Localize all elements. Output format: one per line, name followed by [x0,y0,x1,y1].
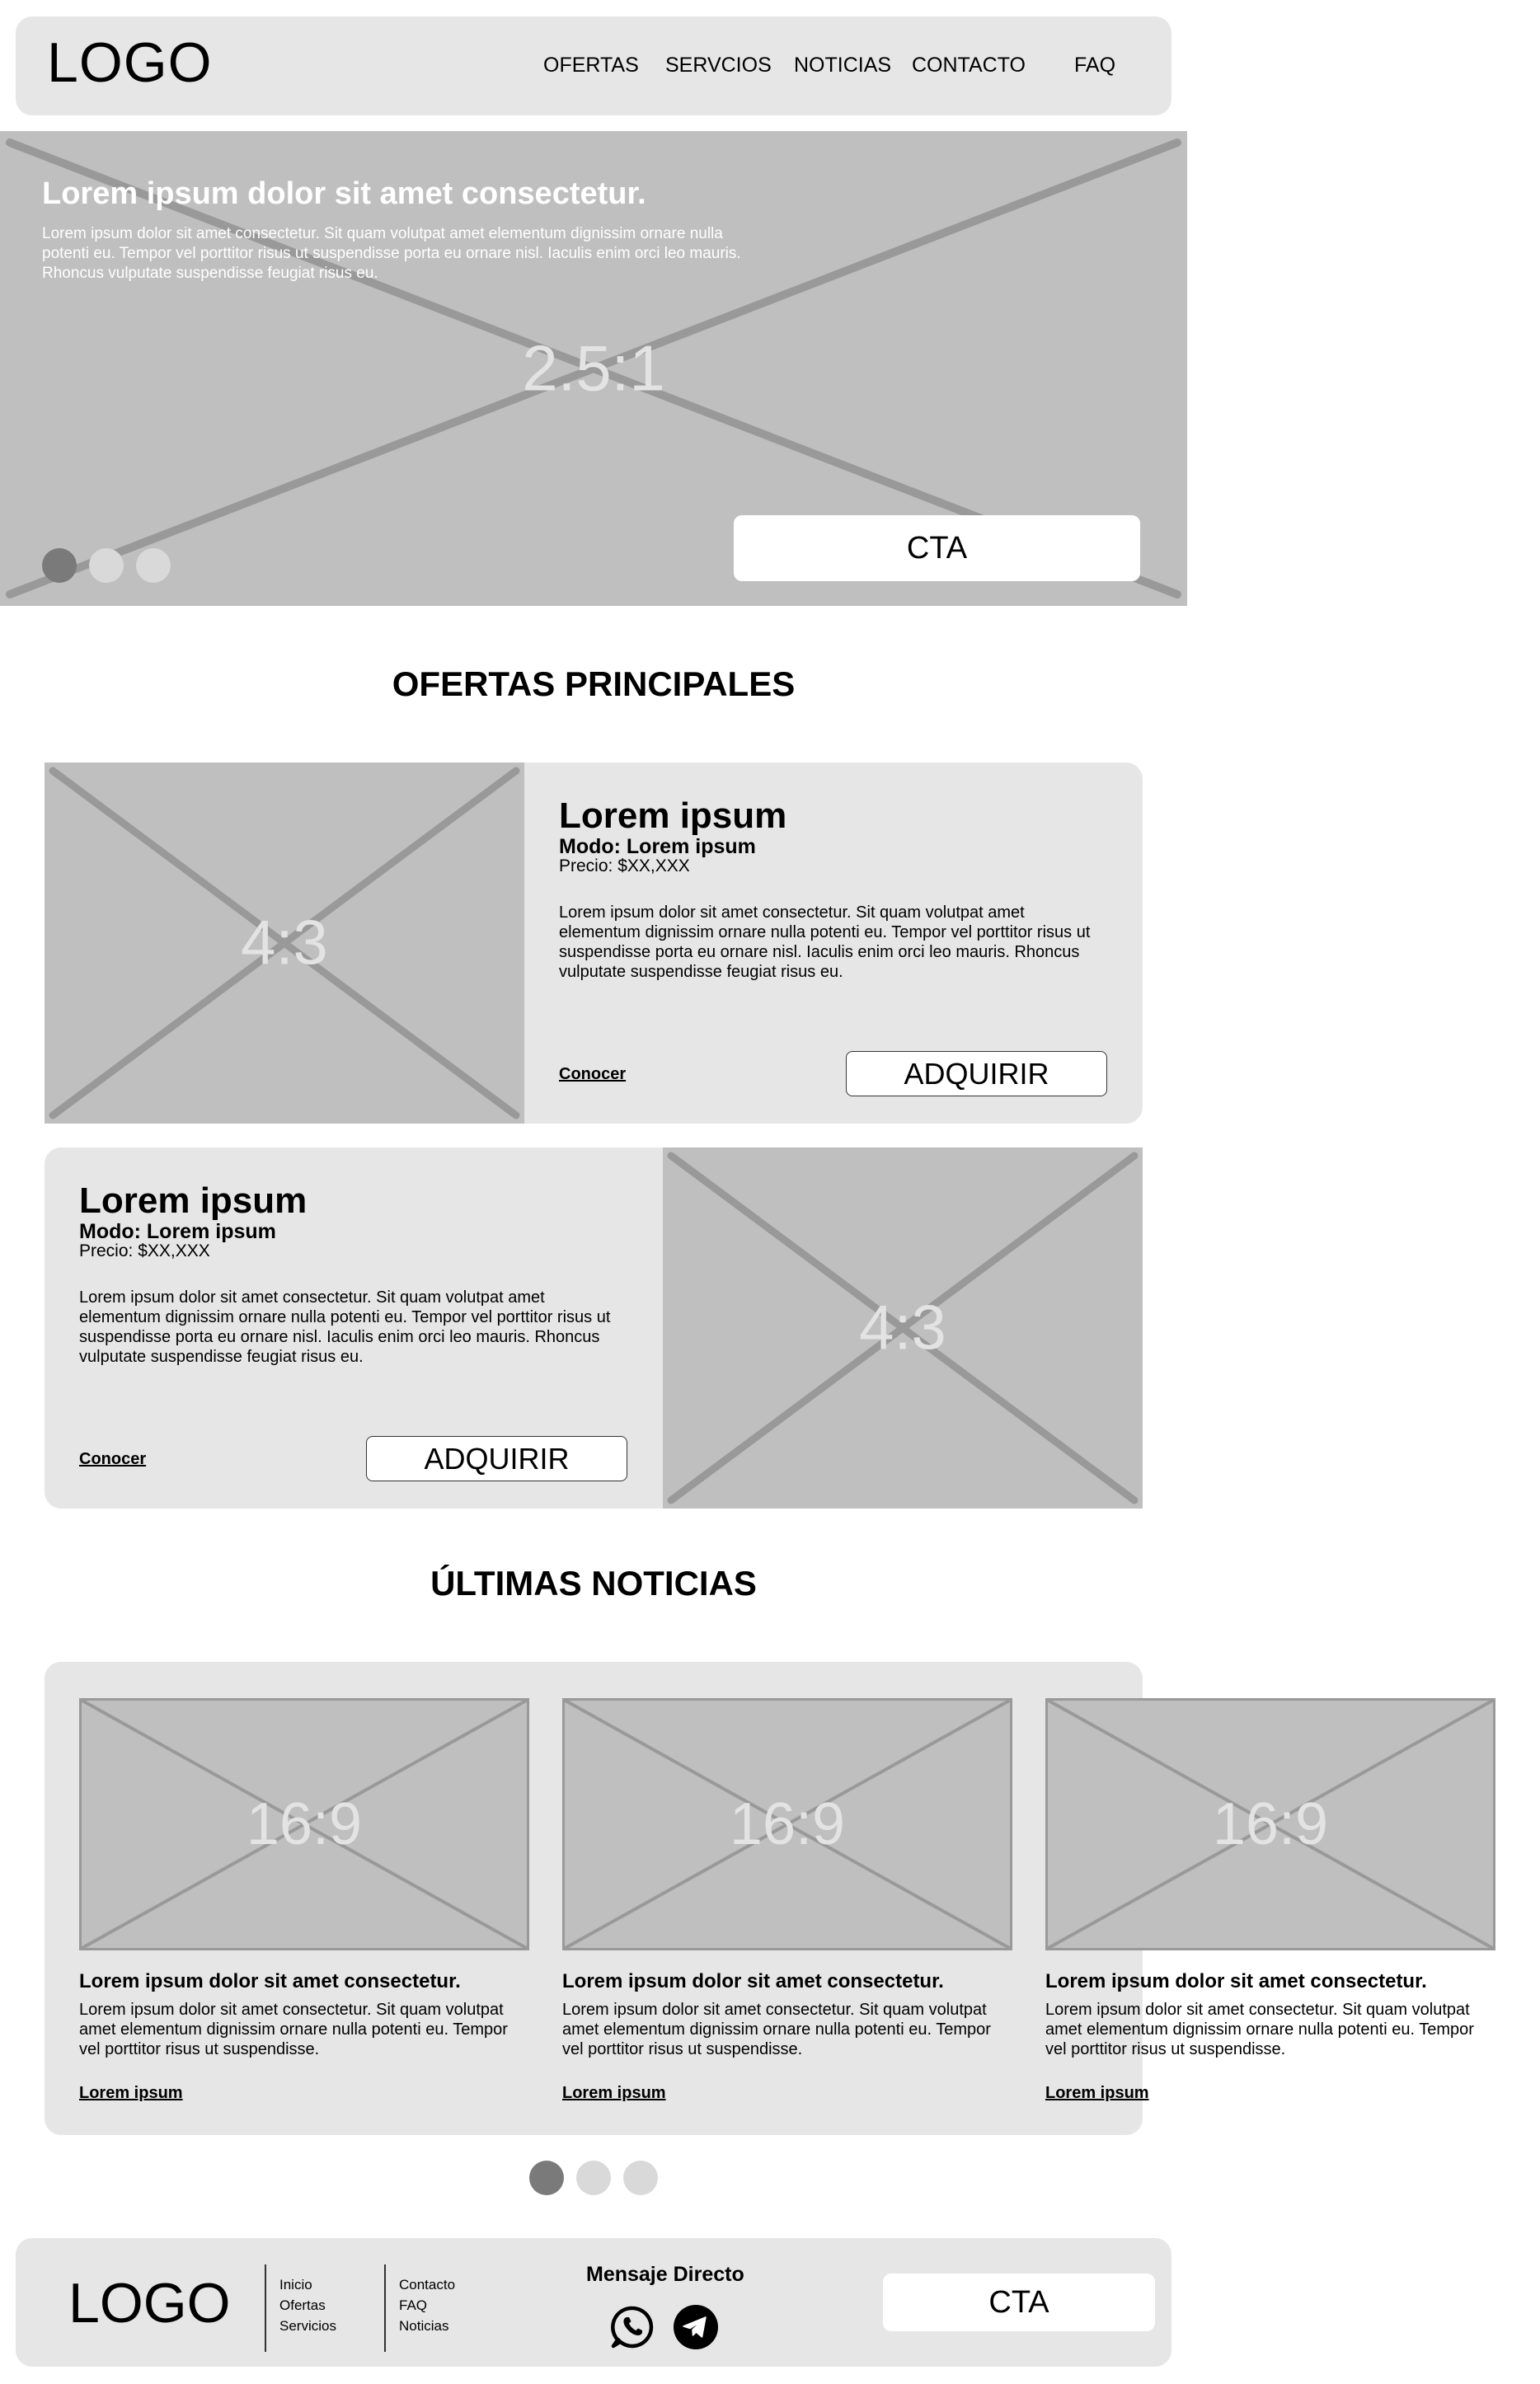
nav-item-servicios[interactable]: SERVCIOS [665,54,772,77]
offer-adquirir-button[interactable]: ADQUIRIR [366,1436,627,1481]
offer-conocer-link[interactable]: Conocer [559,1065,627,1083]
offer-mode: Modo: Lorem ipsum [79,1220,276,1243]
hero-text: Lorem ipsum dolor sit amet consectetur. Sit quam volutpat amet elementum dignissim ornare nulla potenti eu. Tempor vel porttitor risus ut suspendisse porta eu ornare nisl. Iaculis enim orci leo mauris. Rhoncus vulputate suspendisse feugiat risus eu. [42,225,741,282]
offer-image-2 [663,1147,1143,1509]
news-title: Lorem ipsum dolor sit amet consectetur. [1045,1970,1427,1992]
header-logo[interactable]: LOGO [47,31,213,94]
offer-conocer-link[interactable]: Conocer [79,1450,147,1468]
offer-image-ratio: 4:3 [241,908,328,978]
offers-section-title: OFERTAS PRINCIPALES [392,664,796,703]
telegram-icon[interactable] [673,2304,719,2350]
offer-description: Lorem ipsum dolor sit amet consectetur. Sit quam volutpat amet elementum dignissim ornare nulla potenti eu. Tempor vel porttitor risus ut suspendisse porta eu ornare nisl. Iaculis enim orci leo mauris. Rhoncus vulputate suspendisse feugiat risus eu. [559,903,1091,981]
footer-divider [384,2264,386,2352]
offer-title: Lorem ipsum [79,1180,308,1221]
footer-logo[interactable]: LOGO [68,2272,231,2335]
offer-card-2 [45,1147,1143,1509]
news-card-3 [1045,1698,1495,2110]
offer-price: Precio: $XX,XXX [79,1241,210,1260]
news-section-title: ÚLTIMAS NOTICIAS [430,1564,757,1603]
offer-details [45,1147,663,1509]
news-card-1 [79,1698,529,2110]
nav-item-contacto[interactable]: CONTACTO [912,54,1026,77]
hero-carousel-dot-1[interactable] [42,548,77,583]
news-carousel-dot-2[interactable] [576,2161,611,2195]
news-image-ratio: 16:9 [246,1791,363,1857]
news-read-more-link[interactable]: Lorem ipsum [79,2084,183,2102]
nav-item-ofertas[interactable]: OFERTAS [543,54,639,77]
hero-image-ratio: 2.5:1 [522,331,665,405]
news-title: Lorem ipsum dolor sit amet consectetur. [562,1970,944,1992]
footer-link-inicio[interactable]: Inicio [279,2277,312,2292]
news-carousel-dot-1[interactable] [529,2161,564,2195]
site-footer [16,2238,1171,2367]
offer-details [524,763,1143,1124]
offer-title: Lorem ipsum [559,795,787,836]
footer-links-col2 [399,2274,455,2336]
news-read-more-link[interactable]: Lorem ipsum [562,2084,666,2102]
hero-title: Lorem ipsum dolor sit amet consectetur. [42,176,646,211]
offer-card-1 [45,763,1143,1124]
news-carousel-dot-3[interactable] [623,2161,658,2195]
footer-link-servicios[interactable]: Servicios [279,2318,336,2334]
footer-link-faq[interactable]: FAQ [399,2297,428,2313]
news-title: Lorem ipsum dolor sit amet consectetur. [79,1970,461,1992]
direct-message-label: Mensaje Directo [586,2263,744,2286]
news-image-ratio: 16:9 [1212,1791,1329,1857]
news-card-2 [562,1698,1012,2110]
news-image-ratio: 16:9 [729,1791,846,1857]
news-description: Lorem ipsum dolor sit amet consectetur. Sit quam volutpat amet elementum dignissim ornare nulla potenti eu. Tempor vel porttitor risus ut suspendisse. [1045,2001,1474,2058]
whatsapp-icon[interactable] [609,2304,655,2350]
news-carousel [45,1662,1474,2135]
site-header [16,16,1171,115]
nav-item-faq[interactable]: FAQ [1074,54,1116,77]
footer-link-ofertas[interactable]: Ofertas [279,2297,326,2313]
offer-price: Precio: $XX,XXX [559,856,690,875]
offer-description: Lorem ipsum dolor sit amet consectetur. Sit quam volutpat amet elementum dignissim ornare nulla potenti eu. Tempor vel porttitor risus ut suspendisse porta eu ornare nisl. Iaculis enim orci leo mauris. Rhoncus vulputate suspendisse feugiat risus eu. [79,1288,611,1366]
offer-adquirir-button[interactable]: ADQUIRIR [846,1051,1107,1096]
offer-image-ratio: 4:3 [859,1293,946,1363]
news-image [79,1698,529,1950]
footer-link-noticias[interactable]: Noticias [399,2318,449,2334]
news-read-more-link[interactable]: Lorem ipsum [1045,2084,1149,2102]
hero-cta-button[interactable]: CTA [734,515,1140,581]
footer-cta-button[interactable]: CTA [883,2274,1155,2331]
footer-link-contacto[interactable]: Contacto [399,2277,456,2292]
news-description: Lorem ipsum dolor sit amet consectetur. Sit quam volutpat amet elementum dignissim ornare nulla potenti eu. Tempor vel porttitor risus ut suspendisse. [79,2001,508,2058]
offer-mode: Modo: Lorem ipsum [559,835,756,858]
news-image [562,1698,1012,1950]
news-description: Lorem ipsum dolor sit amet consectetur. Sit quam volutpat amet elementum dignissim ornare nulla potenti eu. Tempor vel porttitor risus ut suspendisse. [562,2001,991,2058]
offer-image-1 [45,763,524,1124]
news-image [1045,1698,1495,1950]
footer-links-col1 [279,2274,336,2336]
hero-carousel-dot-2[interactable] [89,548,124,583]
nav-item-noticias[interactable]: NOTICIAS [794,54,892,77]
hero-carousel-dot-3[interactable] [136,548,171,583]
footer-divider [265,2264,266,2352]
